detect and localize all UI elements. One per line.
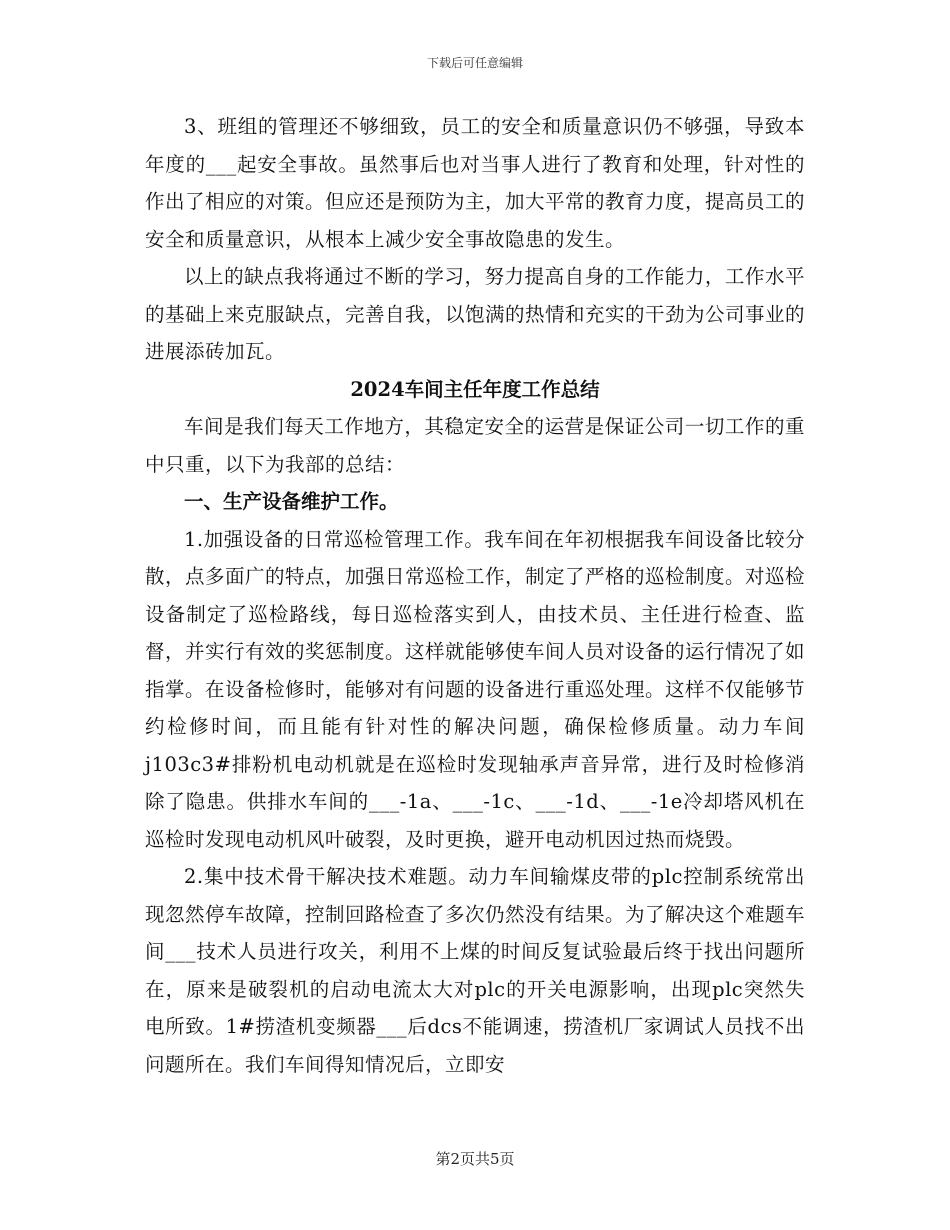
paragraph-4: 1.加强设备的日常巡检管理工作。我车间在年初根据我车间设备比较分散，点多面广的特点，加强日常巡检工作，制定了严格的巡检制度。对巡检设备制定了巡检路线，每日巡检落实到人，由技术员、主任进行检查、监督，并实行有效的奖惩制度。这样就能够使车间人员对设备的运行情况了如指掌。在设备检修时，能够对有问题的设备进行重巡处理。这样不仅能够节约检修时间，而且能有针对性的解决问题，确保检修质量。动力车间j103c3#排粉机电动机就是在巡检时发现轴承声音异常，进行及时检修消除了隐患。供排水车间的___-1a、___-1c、___-1d、___-1e冷却塔风机在巡检时发现电动机风叶破裂，及时更换，避开电动机因过热而烧毁。 xyxy=(145,527,806,851)
section-heading-1: 一、生产设备维护工作。 xyxy=(184,490,399,513)
page-number: 第2页共5页 xyxy=(435,1150,515,1168)
document-body xyxy=(145,108,805,1083)
header-note: 下载后可任意编辑 xyxy=(426,56,523,70)
paragraph-5: 2.集中技术骨干解决技术难题。动力车间输煤皮带的plc控制系统常出现忽然停车故障，控制回路检查了多次仍然没有结果。为了解决这个难题车间___技术人员进行攻关，利用不上煤的时间反复试验最后终于找出问题所在，原来是破裂机的启动电流太大对plc的开关电源影响，出现plc突然失电所致。1#捞渣机变频器___后dcs不能调速，捞渣机厂家调试人员找不出问题所在。我们车间得知情况后，立即安 xyxy=(145,865,806,1076)
paragraph-1: 3、班组的管理还不够细致，员工的安全和质量意识仍不够强，导致本年度的___起安全事故。虽然事后也对当事人进行了教育和处理，针对性的作出了相应的对策。但应还是预防为主，加大平常的教育力度，提高员工的安全和质量意识，从根本上减少安全事故隐患的发生。 xyxy=(145,115,806,251)
document-title: 2024车间主任年度工作总结 xyxy=(350,377,600,401)
paragraph-2: 以上的缺点我将通过不断的学习，努力提高自身的工作能力，工作水平的基础上来克服缺点，完善自我，以饱满的热情和充实的干劲为公司事业的进展添砖加瓦。 xyxy=(145,265,806,363)
paragraph-3: 车间是我们每天工作地方，其稳定安全的运营是保证公司一切工作的重中只重，以下为我部的总结： xyxy=(145,415,805,476)
